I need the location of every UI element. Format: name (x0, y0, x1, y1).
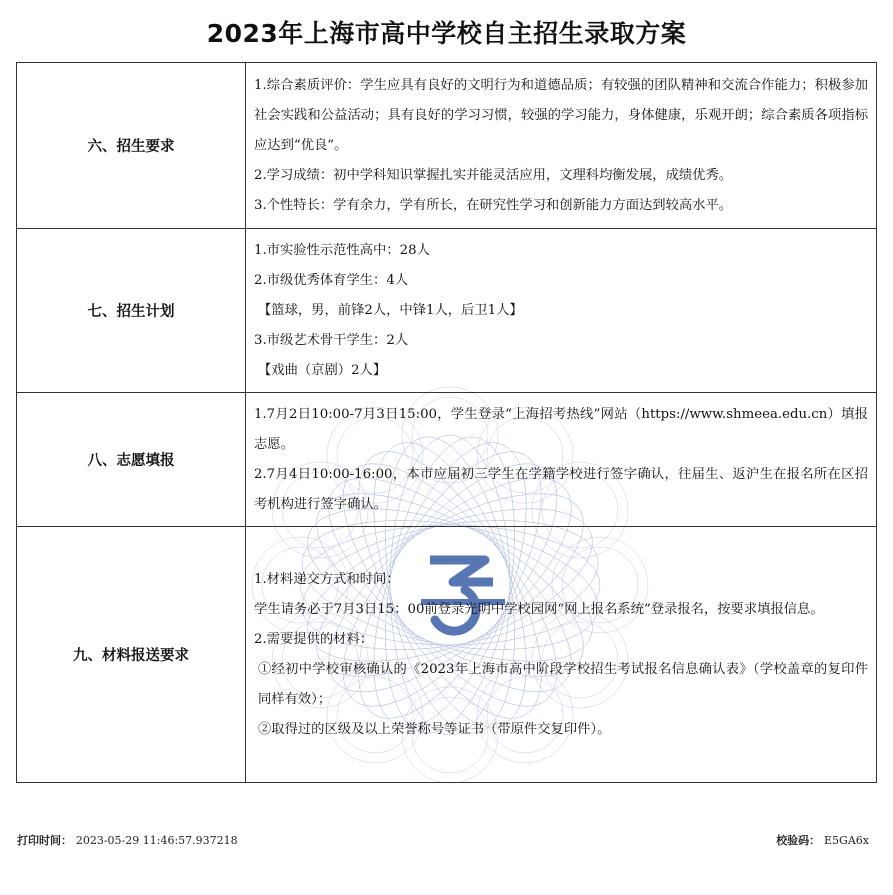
section-line: 1.7月2日10:00-7月3日15:00，学生登录“上海招考热线”网站（https://www.shmeea.edu.cn）填报志愿。 (254, 407, 868, 452)
section-line: 1.市实验性示范性高中：28人 (254, 243, 430, 258)
print-time-label: 打印时间： (17, 834, 72, 847)
section-line: 2.需要提供的材料： (254, 632, 374, 647)
section-content (246, 63, 877, 229)
section-line: 学生请务必于7月3日15：00前登录光明中学校园网“网上报名系统”登录报名，按要求填报信息。 (254, 602, 824, 617)
section-line: ①经初中学校审核确认的《2023年上海市高中阶段学校招生考试报名信息确认表》（学校盖章的复印件同样有效）； (258, 662, 868, 707)
section-label: 七、招生计划 (17, 229, 246, 393)
section-row (17, 527, 877, 783)
check-code (776, 832, 869, 848)
section-line: 【篮球，男，前锋2人，中锋1人，后卫1人】 (258, 303, 523, 318)
section-line: 2.市级优秀体育学生：4人 (254, 273, 409, 288)
section-line: 3.个性特长：学有余力，学有所长，在研究性学习和创新能力方面达到较高水平。 (254, 198, 733, 213)
check-code-label: 校验码： (776, 834, 821, 847)
check-code-value: E5GA6x (824, 834, 869, 847)
print-time (17, 832, 238, 848)
section-line: 3.市级艺术骨干学生：2人 (254, 333, 409, 348)
section-label: 九、材料报送要求 (17, 527, 246, 783)
print-time-value: 2023-05-29 11:46:57.937218 (75, 834, 238, 847)
section-row (17, 63, 877, 229)
section-label: 八、志愿填报 (17, 393, 246, 527)
section-content (246, 229, 877, 393)
admission-table (16, 62, 877, 783)
section-row (17, 229, 877, 393)
section-line: 2.7月4日10:00-16:00，本市应届初三学生在学籍学校进行签字确认，往届生、返沪生在报名所在区招考机构进行签字确认。 (254, 467, 868, 512)
section-content (246, 527, 877, 783)
section-line: 2.学习成绩：初中学科知识掌握扎实并能灵活应用，文理科均衡发展，成绩优秀。 (254, 168, 733, 183)
section-line: 1.材料递交方式和时间： (254, 572, 400, 587)
section-line: 【戏曲（京剧）2人】 (258, 363, 387, 378)
section-content (246, 393, 877, 527)
section-row (17, 393, 877, 527)
section-line: 1.综合素质评价：学生应具有良好的文明行为和道德品质；有较强的团队精神和交流合作能力；积极参加社会实践和公益活动；具有良好的学习习惯，较强的学习能力，身体健康，乐观开朗；综合素质各项指标应达到“优良”。 (254, 78, 868, 153)
section-line: ②取得过的区级及以上荣誉称号等证书（带原件交复印件）。 (258, 722, 611, 737)
page-title: 2023年上海市高中学校自主招生录取方案 (206, 19, 687, 48)
section-label: 六、招生要求 (17, 63, 246, 229)
